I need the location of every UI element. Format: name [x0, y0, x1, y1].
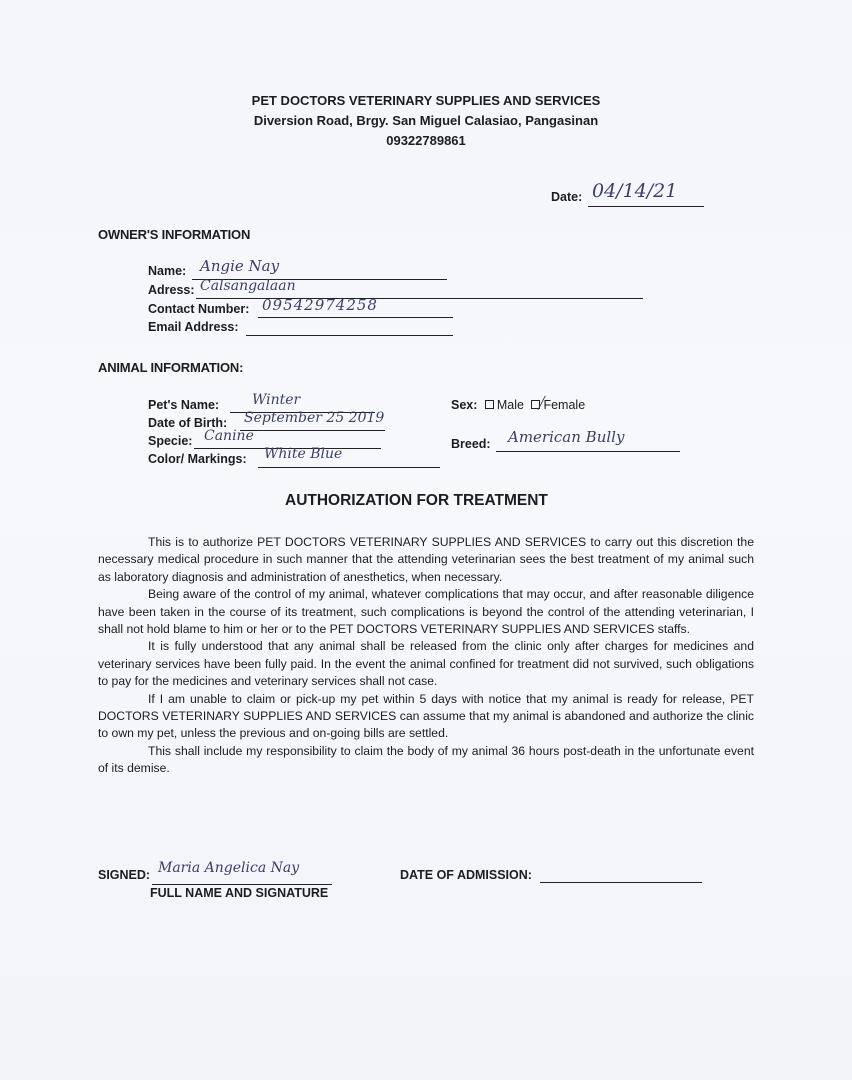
breed-value[interactable]: American Bully [508, 428, 625, 446]
authorization-title: AUTHORIZATION FOR TREATMENT [285, 492, 548, 509]
owner-section-title: OWNER'S INFORMATION [98, 227, 251, 242]
breed-line [496, 451, 680, 452]
owner-name-label: Name: [148, 264, 187, 278]
signed-label: SIGNED: [98, 868, 151, 882]
pet-name-value[interactable]: Winter [252, 392, 301, 408]
signature-value[interactable]: Maria Angelica Nay [158, 860, 300, 876]
date-value[interactable]: 04/14/21 [592, 180, 678, 202]
signature-line [152, 884, 332, 885]
owner-contact-value[interactable]: 09542974258 [262, 296, 378, 314]
paragraph-5: This shall include my responsibility to claim the body of my animal 36 hours post-death in the unfortunate event of its demise. [98, 743, 754, 776]
date-label: Date: [551, 190, 583, 204]
owner-contact-label: Contact Number: [148, 302, 250, 316]
color-label: Color/ Markings: [148, 452, 247, 466]
dob-value[interactable]: September 25 2019 [244, 410, 385, 426]
male-label: Male [496, 398, 524, 412]
paragraph-3: It is fully understood that any animal shall be released from the clinic only after charges for medicines and veterinary services have been fully paid. In the event the animal confined for treatment did not survived, such obligations to pay for the medicines and veterinary services shall not case. [98, 639, 754, 689]
pet-name-label: Pet's Name: [148, 398, 220, 412]
paragraph-1: This is to authorize PET DOCTORS VETERINARY SUPPLIES AND SERVICES to carry out this discretion the necessary medical procedure in such manner that the attending veterinarian sees the best treatment of my animal such as laboratory diagnosis and administration of anesthetics, when necessary. [98, 535, 754, 584]
owner-email-line [246, 335, 453, 336]
specie-label: Specie: [148, 434, 193, 448]
sex-row [451, 398, 585, 412]
paragraph-2: Being aware of the control of my animal, whatever complications that may occur, and after reasonable diligence have been taken in the course of its treatment, such complications is beyond the control of the attending veterinarian, I shall not hold blame to him or her or to the PET DOCTORS VETERINARY SUPPLIES AND SERVICES staffs. [98, 587, 754, 637]
female-label: Female [543, 398, 586, 412]
company-name: PET DOCTORS VETERINARY SUPPLIES AND SERVICES [251, 93, 601, 108]
signature-caption: FULL NAME AND SIGNATURE [150, 886, 329, 900]
color-value[interactable]: White Blue [264, 446, 343, 462]
color-line [258, 467, 440, 468]
owner-address-label: Adress: [148, 283, 195, 297]
date-line [588, 206, 704, 207]
female-check-mark: ╱ [538, 396, 546, 410]
owner-address-value[interactable]: Calsangalaan [200, 278, 296, 294]
admission-line[interactable] [540, 882, 702, 883]
animal-section-title: ANIMAL INFORMATION: [98, 360, 244, 375]
sex-label: Sex: [451, 398, 478, 412]
paragraph-4: If I am unable to claim or pick-up my pet within 5 days with notice that my animal is ready for release, PET DOCTORS VETERINARY SUPPLIES AND SERVICES can assume that my animal is abandoned and authorize the clinic to own my pet, unless the previous and on-going bills are settled. [98, 691, 754, 741]
owner-contact-line [258, 317, 453, 318]
breed-label: Breed: [451, 437, 491, 451]
admission-label: DATE OF ADMISSION: [400, 868, 532, 882]
male-checkbox[interactable] [485, 400, 494, 409]
owner-name-value[interactable]: Angie Nay [200, 257, 280, 275]
company-address: Diversion Road, Brgy. San Miguel Calasiao, Pangasinan [253, 113, 599, 128]
dob-label: Date of Birth: [148, 416, 228, 430]
dob-line [240, 430, 385, 431]
owner-email-label: Email Address: [148, 320, 239, 334]
company-phone: 09322789861 [386, 133, 466, 148]
specie-value[interactable]: Canine [204, 428, 254, 444]
authorization-body [98, 534, 754, 778]
